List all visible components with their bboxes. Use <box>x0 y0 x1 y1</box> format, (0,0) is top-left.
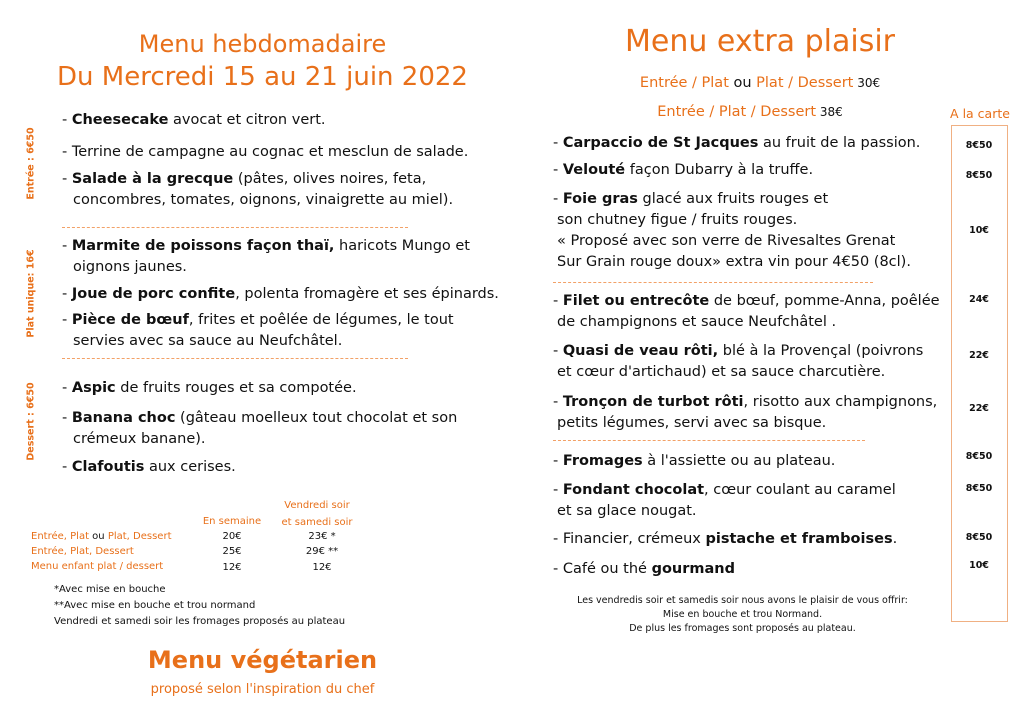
entree-price-label: Entrée : 6€50 <box>25 127 37 200</box>
item-price: 8€50 <box>965 170 993 181</box>
menu-item-continued: petits légumes, servi avec sa bisque. <box>557 415 827 431</box>
menu-item: - Tronçon de turbot rôti, risotto aux champignons, <box>553 394 938 410</box>
menu-item: - Foie gras glacé aux fruits rouges et <box>553 191 829 207</box>
menu-item-continued: de champignons et sauce Neufchâtel . <box>557 314 837 330</box>
formule-row-label: Menu enfant plat / dessert <box>31 561 164 572</box>
weekly-menu-dates: Du Mercredi 15 au 21 juin 2022 <box>57 62 468 92</box>
menu-item: - Pièce de bœuf, frites et poêlée de légumes, le tout <box>62 312 454 328</box>
menu-item-continued: et sa glace nougat. <box>557 503 697 519</box>
menu-item-continued: crémeux banane). <box>73 431 206 447</box>
menu-item-continued: concombres, tomates, oignons, vinaigrette au miel). <box>73 192 454 208</box>
item-price: 8€50 <box>965 483 993 494</box>
menu-item-continued: oignons jaunes. <box>73 259 187 275</box>
menu-item: - Cheesecake avocat et citron vert. <box>62 112 326 128</box>
item-price: 8€50 <box>965 451 993 462</box>
formule-row-label: Entrée, Plat, Dessert <box>31 546 134 557</box>
weekly-menu-title: Menu hebdomadaire <box>138 30 387 58</box>
plat-price-label: Plat unique: 16€ <box>25 249 37 338</box>
section-divider <box>553 282 873 283</box>
vegetarian-menu-subtitle: proposé selon l'inspiration du chef <box>150 682 375 697</box>
item-price: 22€ <box>969 403 989 414</box>
menu-item: - Velouté façon Dubarry à la truffe. <box>553 162 814 178</box>
menu-item: - Terrine de campagne au cognac et mesclun de salade. <box>62 144 469 160</box>
menu-item-continued: servies avec sa sauce au Neufchâtel. <box>73 333 343 349</box>
formule-col-weekend-header: Vendredi soir <box>284 500 350 511</box>
menu-item-continued: « Proposé avec son verre de Rivesaltes Grenat <box>557 233 896 249</box>
menu-item: - Salade à la grecque (pâtes, olives noires, feta, <box>62 171 427 187</box>
section-divider <box>62 358 408 359</box>
item-price: 10€ <box>969 560 989 571</box>
menu-item: - Joue de porc confite, polenta fromagère et ses épinards. <box>62 286 499 302</box>
extra-formule-1: Entrée / Plat ou Plat / Dessert 30€ <box>639 75 881 91</box>
formule-row-week-price: 12€ <box>222 562 242 573</box>
formule-row-label: Entrée, Plat ou Plat, Dessert <box>31 531 172 542</box>
item-price: 10€ <box>969 225 989 236</box>
item-price: 24€ <box>969 294 989 305</box>
formule-col-weekend-header-2: et samedi soir <box>281 517 353 528</box>
formule-row-weekend-price: 12€ <box>312 562 332 573</box>
menu-item: - Aspic de fruits rouges et sa compotée. <box>62 380 357 396</box>
formule-row-week-price: 25€ <box>222 546 242 557</box>
section-divider <box>553 440 865 441</box>
menu-item: - Café ou thé gourmand <box>553 561 735 577</box>
menu-item: - Banana choc (gâteau moelleux tout chocolat et son <box>62 410 458 426</box>
item-price: 22€ <box>969 350 989 361</box>
extra-formule-2: Entrée / Plat / Dessert 38€ <box>657 104 843 120</box>
extra-footer-line: De plus les fromages sont proposés au plateau. <box>629 623 856 634</box>
menu-item: - Filet ou entrecôte de bœuf, pomme-Anna, poêlée <box>553 293 940 309</box>
price-column-box <box>951 125 1008 622</box>
extra-menu-title: Menu extra plaisir <box>625 24 895 59</box>
menu-item: - Fondant chocolat, cœur coulant au caramel <box>553 482 896 498</box>
section-divider <box>62 227 408 228</box>
menu-item: - Clafoutis aux cerises. <box>62 459 236 475</box>
formule-row-week-price: 20€ <box>222 531 242 542</box>
menu-item: - Marmite de poissons façon thaï, haricots Mungo et <box>62 238 470 254</box>
menu-item: - Financier, crémeux pistache et framboises. <box>553 531 898 547</box>
note-line: Vendredi et samedi soir les fromages proposés au plateau <box>54 616 346 627</box>
menu-item-continued: et cœur d'artichaud) et sa sauce charcutière. <box>557 364 886 380</box>
menu-item: - Quasi de veau rôti, blé à la Provençal (poivrons <box>553 343 924 359</box>
item-price: 8€50 <box>965 140 993 151</box>
formule-col-week-header: En semaine <box>202 516 262 527</box>
extra-footer-line: Les vendredis soir et samedis soir nous avons le plaisir de vous offrir: <box>577 595 908 606</box>
note-line: **Avec mise en bouche et trou normand <box>54 600 256 611</box>
menu-item: - Fromages à l'assiette ou au plateau. <box>553 453 836 469</box>
formule-row-weekend-price: 23€ * <box>308 531 336 542</box>
menu-item-continued: Sur Grain rouge doux» extra vin pour 4€50 (8cl). <box>557 254 911 270</box>
a-la-carte-header: A la carte <box>950 106 1010 121</box>
dessert-price-label: Dessert : 6€50 <box>25 382 37 461</box>
menu-item: - Carpaccio de St Jacques au fruit de la passion. <box>553 135 921 151</box>
menu-item-continued: son chutney figue / fruits rouges. <box>557 212 798 228</box>
extra-footer-line: Mise en bouche et trou Normand. <box>662 609 823 620</box>
formule-row-weekend-price: 29€ ** <box>305 546 339 557</box>
item-price: 8€50 <box>965 532 993 543</box>
vegetarian-menu-title: Menu végétarien <box>147 646 378 674</box>
note-line: *Avec mise en bouche <box>54 584 166 595</box>
